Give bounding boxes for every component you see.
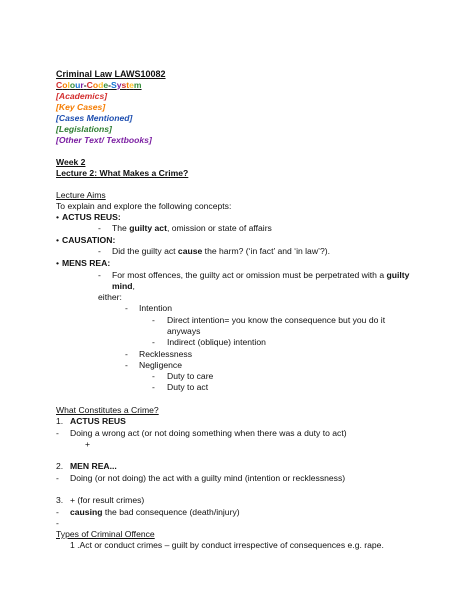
- dash-marker: -: [152, 315, 155, 325]
- mens-rea-definition-line2: mind,: [112, 281, 135, 291]
- constitutes-causing-detail: causing the bad consequence (death/injury): [70, 507, 240, 517]
- mens-rea-either: either:: [98, 292, 122, 302]
- dash-marker: -: [56, 507, 59, 517]
- colour-code-letter: r: [80, 80, 84, 90]
- direct-intention-line2: anyways: [167, 326, 201, 336]
- actus-reus-heading: ACTUS REUS:: [62, 212, 121, 222]
- colour-code-letter: t: [126, 80, 130, 90]
- dash-marker: -: [152, 337, 155, 347]
- colour-code-letter: m: [133, 80, 142, 90]
- duty-to-care: Duty to care: [167, 371, 214, 381]
- lecture-title: Lecture 2: What Makes a Crime?: [56, 168, 189, 178]
- legend-cases-mentioned: [Cases Mentioned]: [56, 113, 133, 123]
- colour-code-letter: y: [116, 80, 122, 90]
- dash-marker: -: [152, 382, 155, 392]
- bullet-marker: •: [56, 258, 60, 268]
- lecture-aims-heading: Lecture Aims: [56, 190, 106, 200]
- list-number: 1.: [56, 416, 64, 426]
- dash-marker: -: [56, 518, 59, 528]
- constitutes-mens-rea-detail: Doing (or not doing) the act with a guilty mind (intention or recklessness): [70, 473, 346, 483]
- list-number: 2.: [56, 461, 64, 471]
- legend-key-cases: [Key Cases]: [56, 102, 106, 112]
- duty-to-act: Duty to act: [167, 382, 209, 392]
- bullet-marker: •: [56, 235, 60, 245]
- types-heading: Types of Criminal Offence: [56, 529, 155, 539]
- dash-marker: -: [56, 473, 59, 483]
- colour-code-letter: u: [75, 80, 81, 90]
- colour-code-letter: o: [62, 80, 68, 90]
- dash-marker: -: [152, 371, 155, 381]
- mens-rea-definition-line1: For most offences, the guilty act or omission must be perpetrated with a guilty: [112, 270, 410, 280]
- types-line-1: 1 .Act or conduct crimes – guilt by conduct irrespective of consequences e.g. rape.: [70, 540, 384, 550]
- constitutes-mens-rea: MEN REA...: [70, 461, 117, 471]
- colour-code-letter: S: [110, 80, 117, 90]
- negligence-item: Negligence: [139, 360, 182, 370]
- course-title: Criminal Law LAWS10082: [56, 69, 166, 79]
- bullet-marker: •: [56, 212, 60, 222]
- dash-marker: -: [98, 246, 101, 256]
- dash-marker: -: [98, 223, 101, 233]
- direct-intention-line1: Direct intention= you know the consequence but you do it: [167, 315, 386, 325]
- constitutes-actus-reus: ACTUS REUS: [70, 416, 126, 426]
- causation-heading: CAUSATION:: [62, 235, 116, 245]
- colour-code-letter: e: [103, 80, 109, 90]
- colour-code-letter: o: [69, 80, 76, 90]
- indirect-intention: Indirect (oblique) intention: [167, 337, 266, 347]
- colour-code-letter: -: [83, 80, 87, 90]
- plus-sign: +: [85, 439, 91, 449]
- legend-other-texts: [Other Text/ Textbooks]: [56, 135, 152, 145]
- recklessness-item: Recklessness: [139, 349, 193, 359]
- dash-marker: -: [125, 360, 128, 370]
- causation-definition: Did the guilty act cause the harm? (‘in fact’ and ‘in law’?).: [112, 246, 330, 256]
- colour-code-letter: s: [121, 80, 127, 90]
- colour-code-letter: -: [108, 80, 111, 90]
- actus-reus-definition: The guilty act, omission or state of affairs: [112, 223, 272, 233]
- dash-marker: -: [125, 303, 128, 313]
- week-label: Week 2: [56, 157, 86, 167]
- lecture-aims-intro: To explain and explore the following concepts:: [56, 201, 232, 211]
- colour-code-letter: l: [67, 80, 70, 90]
- legend-academics: [Academics]: [56, 91, 108, 101]
- colour-code-letter: C: [86, 80, 93, 90]
- legend-legislations: [Legislations]: [56, 124, 112, 134]
- constitutes-actus-reus-detail: Doing a wrong act (or not doing something when there was a duty to act): [70, 428, 347, 438]
- colour-code-letter: d: [98, 80, 104, 90]
- colour-code-letter: o: [92, 80, 99, 90]
- dash-marker: -: [56, 428, 59, 438]
- dash-marker: -: [125, 349, 128, 359]
- constitutes-heading: What Constitutes a Crime?: [56, 405, 159, 415]
- intention-item: Intention: [139, 303, 172, 313]
- colour-code-letter: e: [129, 80, 134, 90]
- list-number: 3.: [56, 495, 64, 505]
- colour-code-system-title: [56, 80, 142, 91]
- constitutes-result-crimes: + (for result crimes): [70, 495, 145, 505]
- dash-marker: -: [98, 270, 101, 280]
- colour-code-letter: C: [56, 80, 63, 90]
- mens-rea-heading: MENS REA:: [62, 258, 111, 268]
